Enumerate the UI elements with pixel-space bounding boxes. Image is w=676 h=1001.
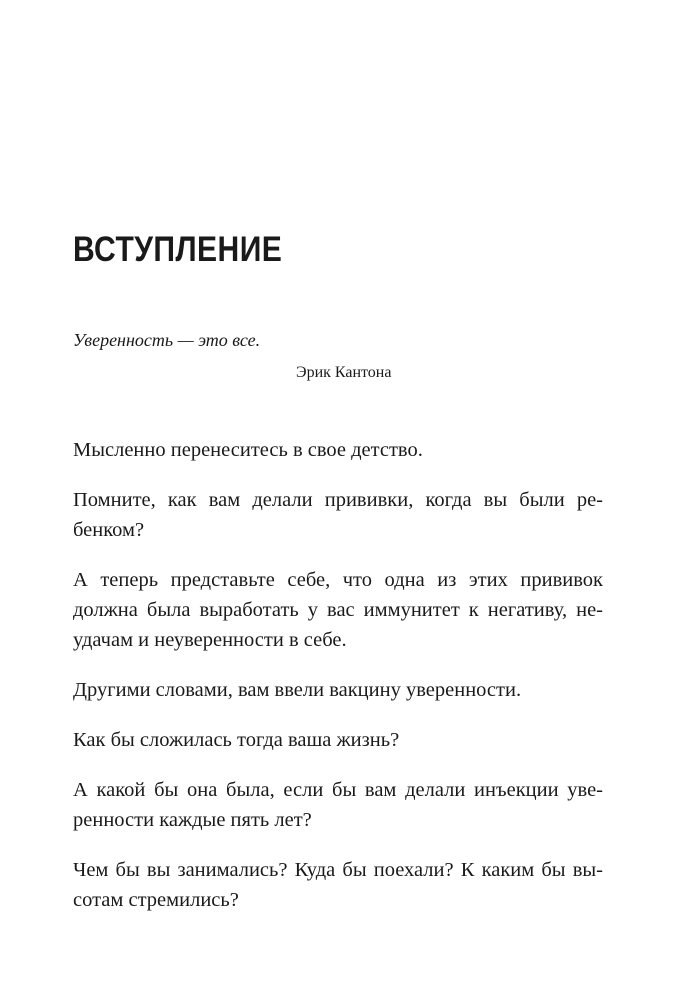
body-text (73, 435, 603, 935)
text-line: ренности каждые пять лет? (73, 809, 312, 831)
epigraph-author: Эрик Кантона (296, 364, 392, 381)
paragraph-7 (73, 855, 603, 915)
text-line: Чем бы вы занимались? Куда бы поехали? К каким бы вы- (73, 859, 603, 881)
text-line: А теперь представьте себе, что одна из этих прививок (73, 569, 603, 591)
text-line: сотам стремились? (73, 889, 239, 911)
paragraph-3 (73, 565, 603, 655)
text-line: А какой бы она была, если бы вам делали инъекции уве- (73, 779, 603, 801)
text-line: Как бы сложилась тогда ваша жизнь? (73, 729, 400, 751)
paragraph-2 (73, 485, 603, 545)
paragraph-6 (73, 775, 603, 835)
text-line: Помните, как вам делали прививки, когда вы были ре- (73, 489, 603, 511)
paragraph-5 (73, 725, 603, 755)
epigraph-quote: Уверенность — это все. (73, 330, 261, 350)
paragraph-1 (73, 435, 603, 465)
paragraph-4 (73, 675, 603, 705)
text-line: бенком? (73, 519, 145, 541)
text-line: Мысленно перенеситесь в свое детство. (73, 439, 423, 461)
chapter-title: ВСТУПЛЕНИЕ (73, 230, 283, 269)
text-line: удачам и неуверенности в себе. (73, 629, 347, 651)
text-line: должна была выработать у вас иммунитет к негативу, не- (73, 599, 603, 621)
text-line: Другими словами, вам ввели вакцину уверенности. (73, 679, 522, 701)
